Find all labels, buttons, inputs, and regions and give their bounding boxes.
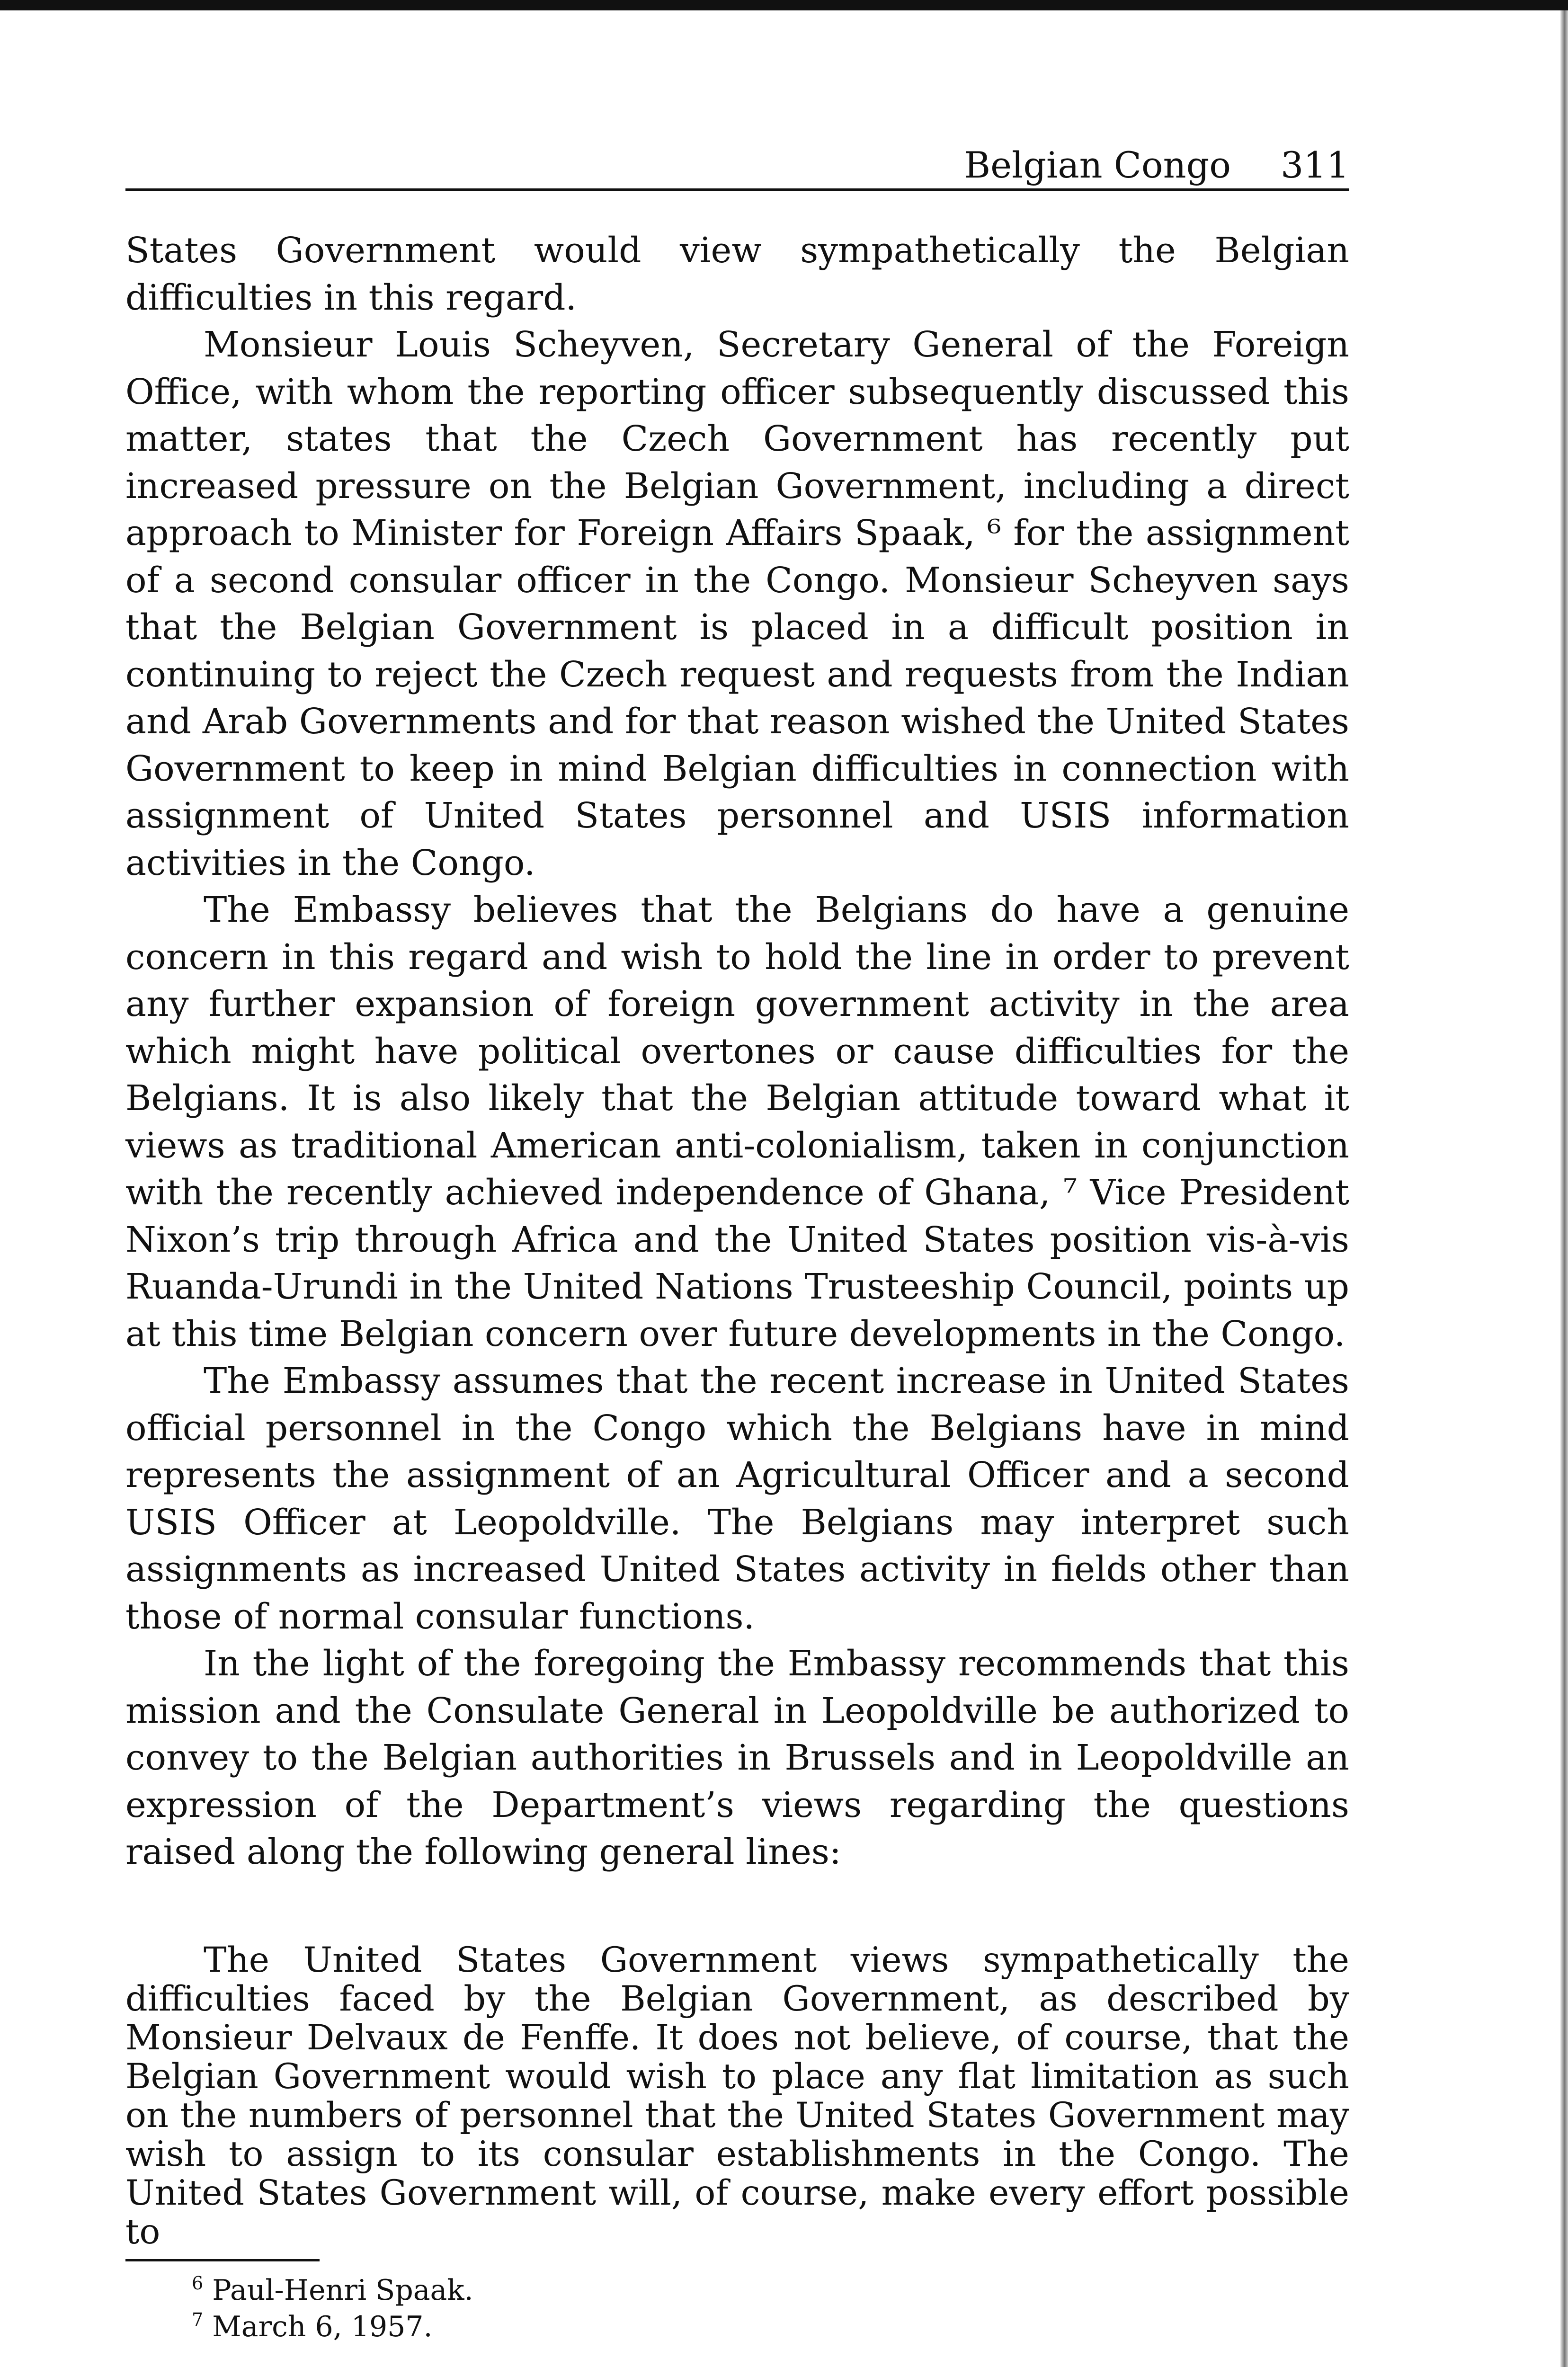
paragraph: States Government would view sympathetically the Belgian difficulties in this regard. bbox=[125, 230, 1349, 318]
footnotes bbox=[192, 2272, 902, 2345]
footnote-mark: 6 bbox=[192, 2273, 204, 2294]
document-page bbox=[125, 0, 1349, 2367]
footnote-text: Paul-Henri Spaak. bbox=[212, 2274, 473, 2307]
footnote-separator bbox=[125, 2259, 320, 2261]
quoted-paragraph: The United States Government views sympathetically the difficulties faced by the Belgian Government, as described by Monsieur Delvaux de Fenffe. It does not believe, of course, that the Belgian Government would wish to place any flat limitation as such on the numbers of personnel that the United States Government may wish to assign to its consular establishments in the Congo. The United States Government will, of course, make every effort possible to bbox=[125, 1940, 1349, 2252]
footnote bbox=[192, 2272, 902, 2309]
running-head-title: Belgian Congo bbox=[964, 144, 1231, 186]
footnote bbox=[192, 2309, 902, 2345]
paragraph: The Embassy believes that the Belgians do have a genuine concern in this regard and wish to hold the line in order to prevent any further expansion of foreign government activity in the area which might have political overtones or cause difficulties for the Belgians. It is also likely that the Belgian attitude toward what it views as traditional American anti-colonialism, taken in conjunction with the recently achieved independence of Ghana, ⁷ Vice President Nixon’s trip through Africa and the United States position vis-à-vis Ruanda-Urundi in the United Nations Trusteeship Council, points up at this time Belgian concern over future developments in the Congo. bbox=[125, 890, 1349, 1354]
footnote-text: March 6, 1957. bbox=[212, 2310, 433, 2343]
footnote-mark: 7 bbox=[192, 2309, 204, 2330]
paragraph: In the light of the foregoing the Embassy recommends that this mission and the Consulate General in Leopoldville be authorized to convey to the Belgian authorities in Brussels and in Leopoldville an expression of the Department’s views regarding the questions raised along the following general lines: bbox=[125, 1643, 1349, 1872]
paragraph: Monsieur Louis Scheyven, Secretary General of the Foreign Office, with whom the reporting officer subsequently discussed this matter, states that the Czech Government has recently put increased pressure on the Belgian Government, including a direct approach to Minister for Foreign Affairs Spaak, ⁶ for the assignment of a second consular officer in the Congo. Monsieur Scheyven says that the Belgian Government is placed in a difficult position in continuing to reject the Czech request and requests from the Indian and Arab Governments and for that reason wished the United States Government to keep in mind Belgian difficulties in connection with assignment of United States personnel and USIS information activities in the Congo. bbox=[125, 324, 1349, 883]
scan-page-edge bbox=[1560, 10, 1568, 2367]
paragraph: The Embassy assumes that the recent increase in United States official personnel in the Congo which the Belgians have in mind represents the assignment of an Agricultural Officer and a second USIS Officer at Leopoldville. The Belgians may interpret such assignments as increased United States activity in fields other than those of normal consular functions. bbox=[125, 1361, 1349, 1637]
page-number: 311 bbox=[1280, 144, 1349, 186]
running-head bbox=[125, 142, 1349, 191]
body-text bbox=[125, 227, 1349, 1876]
quoted-message bbox=[125, 1941, 1349, 2251]
